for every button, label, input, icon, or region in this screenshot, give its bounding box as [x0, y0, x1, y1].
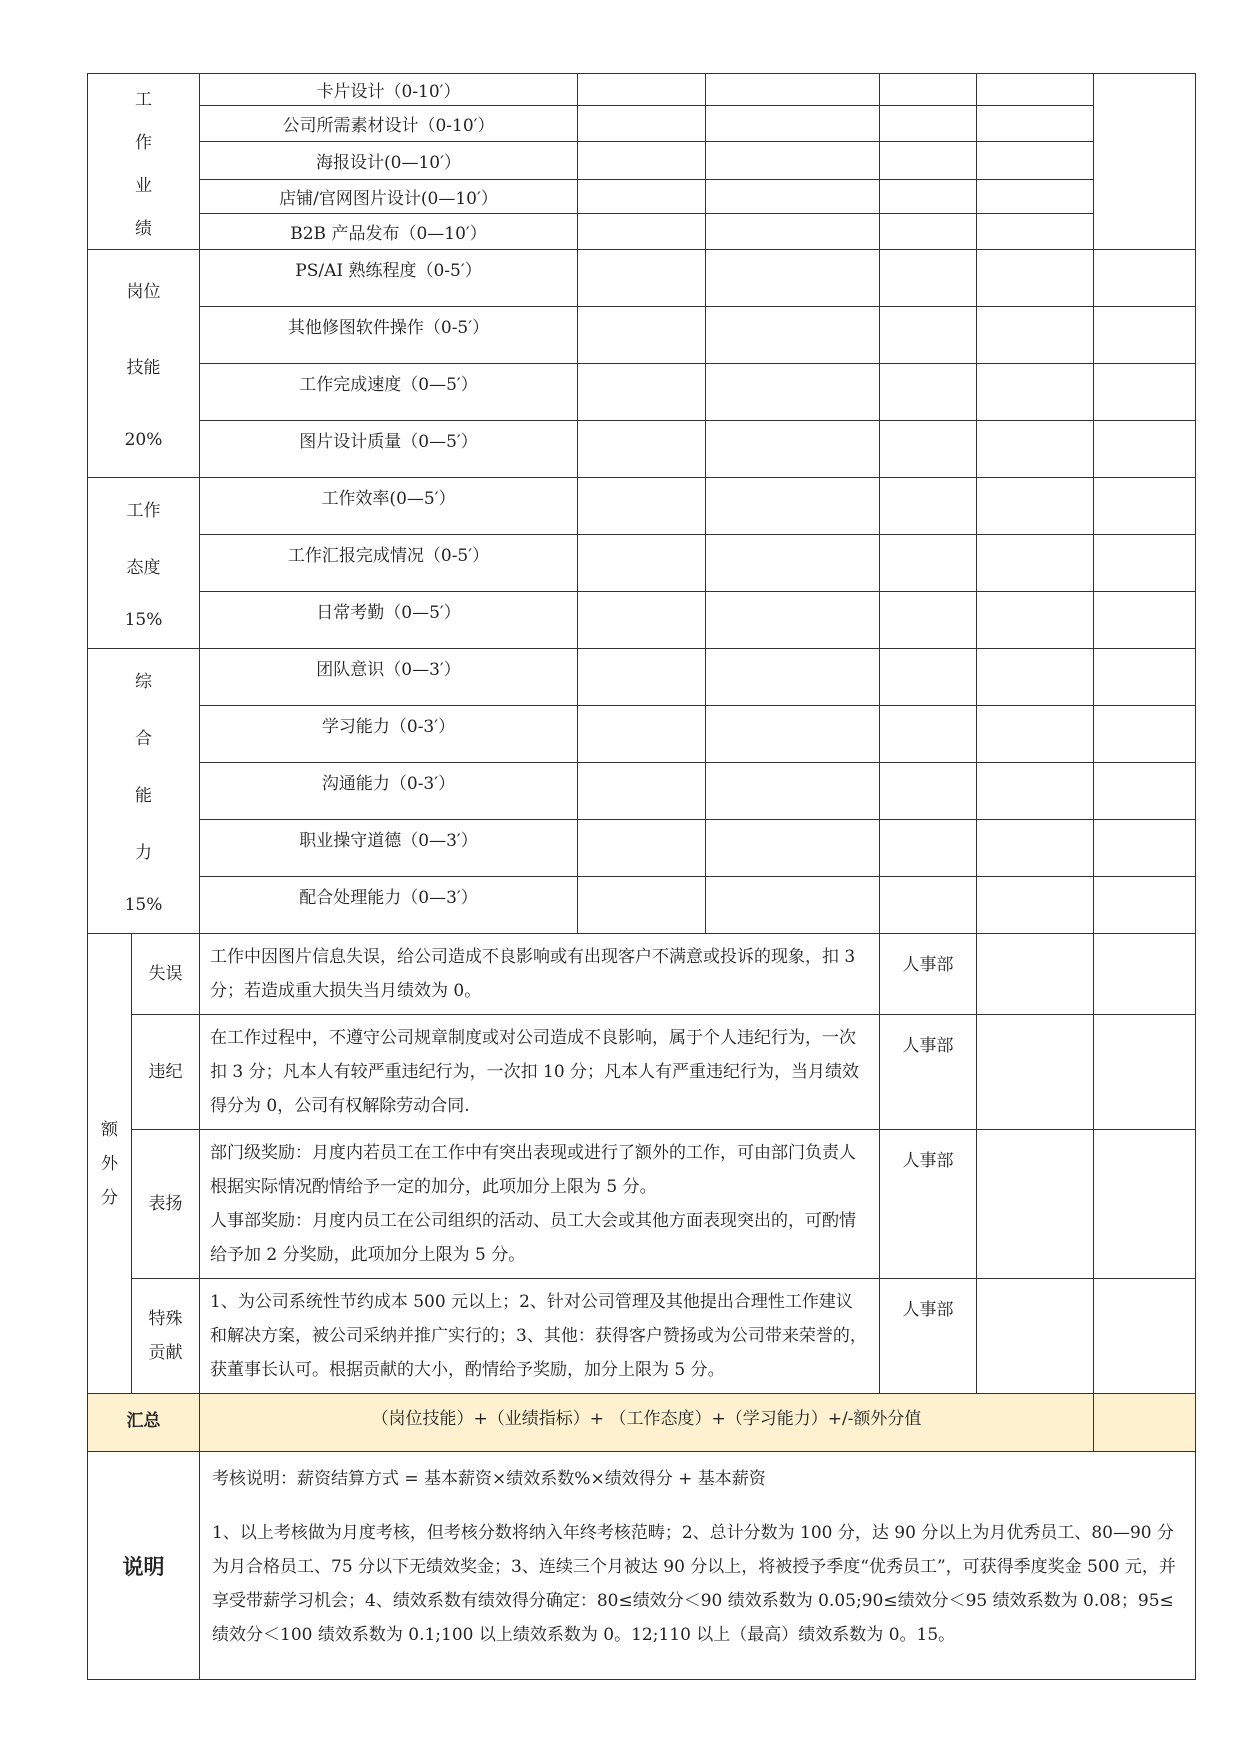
score-cell[interactable] [977, 877, 1094, 934]
score-cell[interactable] [706, 74, 880, 106]
score-cell[interactable] [578, 106, 706, 142]
category-line: 20% [124, 429, 163, 450]
score-cell[interactable] [880, 592, 977, 649]
category-line: 作 [135, 132, 152, 153]
score-cell[interactable] [977, 307, 1094, 364]
extra-description-paragraph: 在工作过程中，不遵守公司规章制度或对公司造成不良影响，属于个人违纪行为，一次扣 3 分；凡本人有较严重违纪行为，一次扣 10 分；凡本人有严重违纪行为，当月绩效得分为 0，公司有权解除劳动合同. [210, 1028, 860, 1116]
extra-description-paragraph: 部门级奖励：月度内若员工在工作中有突出表现或进行了额外的工作，可由部门负责人根据实际情况酌情给予一定的加分，此项加分上限为 5 分。 [210, 1143, 856, 1197]
criteria-item: 其他修图软件操作（0-5′） [200, 307, 578, 364]
extra-description [200, 934, 880, 1015]
criteria-item: B2B 产品发布（0—10′） [200, 214, 578, 250]
score-cell[interactable] [706, 592, 880, 649]
extra-subcategory [132, 1279, 200, 1394]
score-cell[interactable] [706, 214, 880, 250]
criteria-item: PS/AI 熟练程度（0-5′） [200, 250, 578, 307]
score-cell[interactable] [880, 649, 977, 706]
score-cell[interactable] [977, 1130, 1094, 1279]
criteria-item: 工作完成速度（0—5′） [200, 364, 578, 421]
extra-category-char: 额 [101, 1119, 118, 1140]
extra-description-paragraph: 1、为公司系统性节约成本 500 元以上；2、针对公司管理及其他提出合理性工作建议和解决方案，被公司采纳并推广实行的；3、其他：获得客户赞扬或为公司带来荣誉的，获董事长认可。根据贡献的大小，酌情给予奖励，加分上限为 5 分。 [210, 1292, 867, 1380]
table-row [88, 478, 1196, 535]
score-cell[interactable] [880, 763, 977, 820]
remark-cell[interactable] [1094, 1015, 1196, 1130]
score-cell[interactable] [880, 478, 977, 535]
score-cell[interactable] [706, 706, 880, 763]
category-label [88, 76, 199, 248]
category-line: 合 [135, 728, 152, 749]
score-cell[interactable] [977, 1279, 1094, 1394]
remark-cell[interactable] [1094, 535, 1196, 592]
department-cell: 人事部 [880, 934, 977, 1015]
extra-category-char: 外 [101, 1153, 118, 1174]
score-cell[interactable] [706, 250, 880, 307]
table-row [88, 142, 1196, 180]
criteria-item: 沟通能力（0-3′） [200, 763, 578, 820]
criteria-item: 职业操守道德（0—3′） [200, 820, 578, 877]
extra-category-cell [88, 934, 132, 1394]
score-cell[interactable] [977, 250, 1094, 307]
score-cell[interactable] [977, 478, 1094, 535]
score-cell[interactable] [578, 142, 706, 180]
score-cell[interactable] [578, 706, 706, 763]
remark-cell[interactable] [1094, 74, 1196, 250]
remark-cell[interactable] [1094, 820, 1196, 877]
department-cell: 人事部 [880, 1130, 977, 1279]
remark-cell[interactable] [1094, 250, 1196, 307]
department-cell: 人事部 [880, 1015, 977, 1130]
score-cell[interactable] [977, 214, 1094, 250]
score-cell[interactable] [880, 74, 977, 106]
category-cell [88, 478, 200, 649]
summary-total-cell[interactable] [1094, 1394, 1196, 1452]
category-line: 工 [135, 89, 152, 110]
score-cell[interactable] [578, 421, 706, 478]
table-row [88, 74, 1196, 106]
score-cell[interactable] [706, 820, 880, 877]
remark-cell[interactable] [1094, 763, 1196, 820]
score-cell[interactable] [578, 649, 706, 706]
category-line: 绩 [135, 218, 152, 239]
criteria-item: 店铺/官网图片设计(0—10′） [200, 180, 578, 214]
criteria-item: 团队意识（0—3′） [200, 649, 578, 706]
score-cell[interactable] [578, 877, 706, 934]
score-cell[interactable] [706, 535, 880, 592]
table-row [88, 592, 1196, 649]
summary-row [88, 1394, 1196, 1452]
score-cell[interactable] [706, 142, 880, 180]
extra-subcategory [132, 1015, 200, 1130]
score-cell[interactable] [880, 364, 977, 421]
note-content [200, 1452, 1196, 1680]
category-label [88, 651, 199, 932]
remark-cell[interactable] [1094, 307, 1196, 364]
score-cell[interactable] [578, 592, 706, 649]
criteria-item: 公司所需素材设计（0-10′） [200, 106, 578, 142]
score-cell[interactable] [977, 592, 1094, 649]
score-cell[interactable] [880, 535, 977, 592]
score-cell[interactable] [706, 180, 880, 214]
table-row [88, 1015, 1196, 1130]
table-row [88, 214, 1196, 250]
score-cell[interactable] [977, 180, 1094, 214]
category-line: 态度 [126, 557, 161, 578]
extra-subcategory-line: 违纪 [148, 1062, 183, 1082]
category-cell [88, 250, 200, 478]
remark-cell[interactable] [1094, 877, 1196, 934]
score-cell[interactable] [977, 1015, 1094, 1130]
score-cell[interactable] [977, 763, 1094, 820]
remark-cell[interactable] [1094, 364, 1196, 421]
category-line: 岗位 [126, 282, 161, 303]
table-row [88, 934, 1196, 1015]
table-row [88, 307, 1196, 364]
score-cell[interactable] [880, 214, 977, 250]
score-cell[interactable] [578, 820, 706, 877]
score-cell[interactable] [880, 250, 977, 307]
criteria-item: 工作效率(0—5′） [200, 478, 578, 535]
extra-subcategory-line: 特殊 [148, 1309, 183, 1329]
remark-cell[interactable] [1094, 592, 1196, 649]
category-line: 工作 [126, 500, 161, 521]
extra-description-paragraph: 工作中因图片信息失误，给公司造成不良影响或有出现客户不满意或投诉的现象，扣 3 分；若造成重大损失当月绩效为 0。 [210, 947, 856, 1001]
table-row [88, 106, 1196, 142]
extra-description [200, 1130, 880, 1279]
criteria-item: 图片设计质量（0—5′） [200, 421, 578, 478]
note-head: 考核说明：薪资结算方式 = 基本薪资×绩效系数%×绩效得分 + 基本薪资 [212, 1469, 766, 1489]
remark-cell[interactable] [1094, 478, 1196, 535]
table-row [88, 649, 1196, 706]
category-label [88, 480, 199, 647]
score-cell[interactable] [706, 763, 880, 820]
score-cell[interactable] [578, 307, 706, 364]
table-row [88, 250, 1196, 307]
remark-cell[interactable] [1094, 649, 1196, 706]
table-row [88, 180, 1196, 214]
category-line: 技能 [126, 358, 161, 379]
score-cell[interactable] [578, 763, 706, 820]
extra-subcategory-line: 失误 [148, 964, 183, 984]
extra-subcategory [132, 934, 200, 1015]
score-cell[interactable] [706, 478, 880, 535]
extra-description [200, 1015, 880, 1130]
table-row [88, 421, 1196, 478]
remark-cell[interactable] [1094, 934, 1196, 1015]
score-cell[interactable] [977, 706, 1094, 763]
category-line: 15% [124, 895, 163, 916]
category-line: 能 [135, 785, 152, 806]
summary-formula: （岗位技能）+（业绩指标）+ （工作态度）+（学习能力）+/-额外分值 [200, 1394, 1094, 1452]
table-row [88, 535, 1196, 592]
score-cell[interactable] [706, 649, 880, 706]
remark-cell[interactable] [1094, 1130, 1196, 1279]
summary-label: 汇总 [88, 1394, 200, 1452]
category-line: 力 [135, 843, 152, 864]
table-row [88, 763, 1196, 820]
extra-subcategory-line: 贡献 [148, 1343, 183, 1363]
remark-cell[interactable] [1094, 421, 1196, 478]
category-cell [88, 74, 200, 250]
score-cell[interactable] [706, 364, 880, 421]
score-cell[interactable] [880, 106, 977, 142]
table-row [88, 1130, 1196, 1279]
extra-subcategory [132, 1130, 200, 1279]
table-row [88, 877, 1196, 934]
score-cell[interactable] [880, 820, 977, 877]
score-cell[interactable] [977, 364, 1094, 421]
category-line: 业 [135, 175, 152, 196]
score-cell[interactable] [977, 649, 1094, 706]
criteria-item: 卡片设计（0-10′） [200, 74, 578, 106]
score-cell[interactable] [977, 421, 1094, 478]
score-cell[interactable] [578, 478, 706, 535]
score-cell[interactable] [578, 535, 706, 592]
note-label: 说明 [88, 1452, 200, 1680]
score-cell[interactable] [977, 74, 1094, 106]
score-cell[interactable] [706, 421, 880, 478]
score-cell[interactable] [706, 877, 880, 934]
department-cell: 人事部 [880, 1279, 977, 1394]
score-cell[interactable] [880, 142, 977, 180]
score-cell[interactable] [880, 180, 977, 214]
table-row [88, 364, 1196, 421]
remark-cell[interactable] [1094, 1279, 1196, 1394]
category-cell [88, 649, 200, 934]
score-cell[interactable] [880, 307, 977, 364]
score-cell[interactable] [977, 106, 1094, 142]
table-row [88, 820, 1196, 877]
score-cell[interactable] [578, 74, 706, 106]
score-cell[interactable] [977, 934, 1094, 1015]
note-row [88, 1452, 1196, 1680]
score-cell[interactable] [880, 706, 977, 763]
score-cell[interactable] [578, 214, 706, 250]
score-cell[interactable] [880, 421, 977, 478]
note-body: 1、以上考核做为月度考核，但考核分数将纳入年终考核范畴；2、总计分数为 100 分，达 90 分以上为月优秀员工、80—90 分为月合格员工、75 分以下无绩效奖金；3、连续三个月被达 90 分以上，将被授予季度“优秀员工”，可获得季度奖金 500 元，并享受带薪学习机会；4、绩效系数有绩效得分确定：80≤绩效分＜90 绩效系数为 0.05;90≤绩效分＜95 绩效系数为 0.08；95≤绩效分＜100 绩效系数为 0.1;100 以上绩效系数为 0。12;110 以上（最高）绩效系数为 0。15。 [212, 1523, 1176, 1645]
score-cell[interactable] [578, 250, 706, 307]
extra-category-char: 分 [101, 1187, 118, 1208]
remark-cell[interactable] [1094, 706, 1196, 763]
table-row [88, 1279, 1196, 1394]
score-cell[interactable] [977, 820, 1094, 877]
criteria-item: 配合处理能力（0—3′） [200, 877, 578, 934]
score-cell[interactable] [977, 535, 1094, 592]
score-cell[interactable] [578, 180, 706, 214]
extra-subcategory-line: 表扬 [148, 1194, 183, 1214]
category-line: 综 [135, 671, 152, 692]
category-line: 15% [124, 610, 163, 631]
score-cell[interactable] [706, 307, 880, 364]
score-cell[interactable] [977, 142, 1094, 180]
extra-description [200, 1279, 880, 1394]
score-cell[interactable] [706, 106, 880, 142]
criteria-item: 学习能力（0-3′） [200, 706, 578, 763]
score-cell[interactable] [880, 877, 977, 934]
score-cell[interactable] [578, 364, 706, 421]
category-label [88, 252, 199, 476]
criteria-item: 工作汇报完成情况（0-5′） [200, 535, 578, 592]
assessment-table [87, 73, 1196, 1680]
criteria-item: 海报设计(0—10′） [200, 142, 578, 180]
extra-description-paragraph: 人事部奖励：月度内员工在公司组织的活动、员工大会或其他方面表现突出的，可酌情给予加 2 分奖励，此项加分上限为 5 分。 [210, 1211, 856, 1265]
table-row [88, 706, 1196, 763]
criteria-item: 日常考勤（0—5′） [200, 592, 578, 649]
